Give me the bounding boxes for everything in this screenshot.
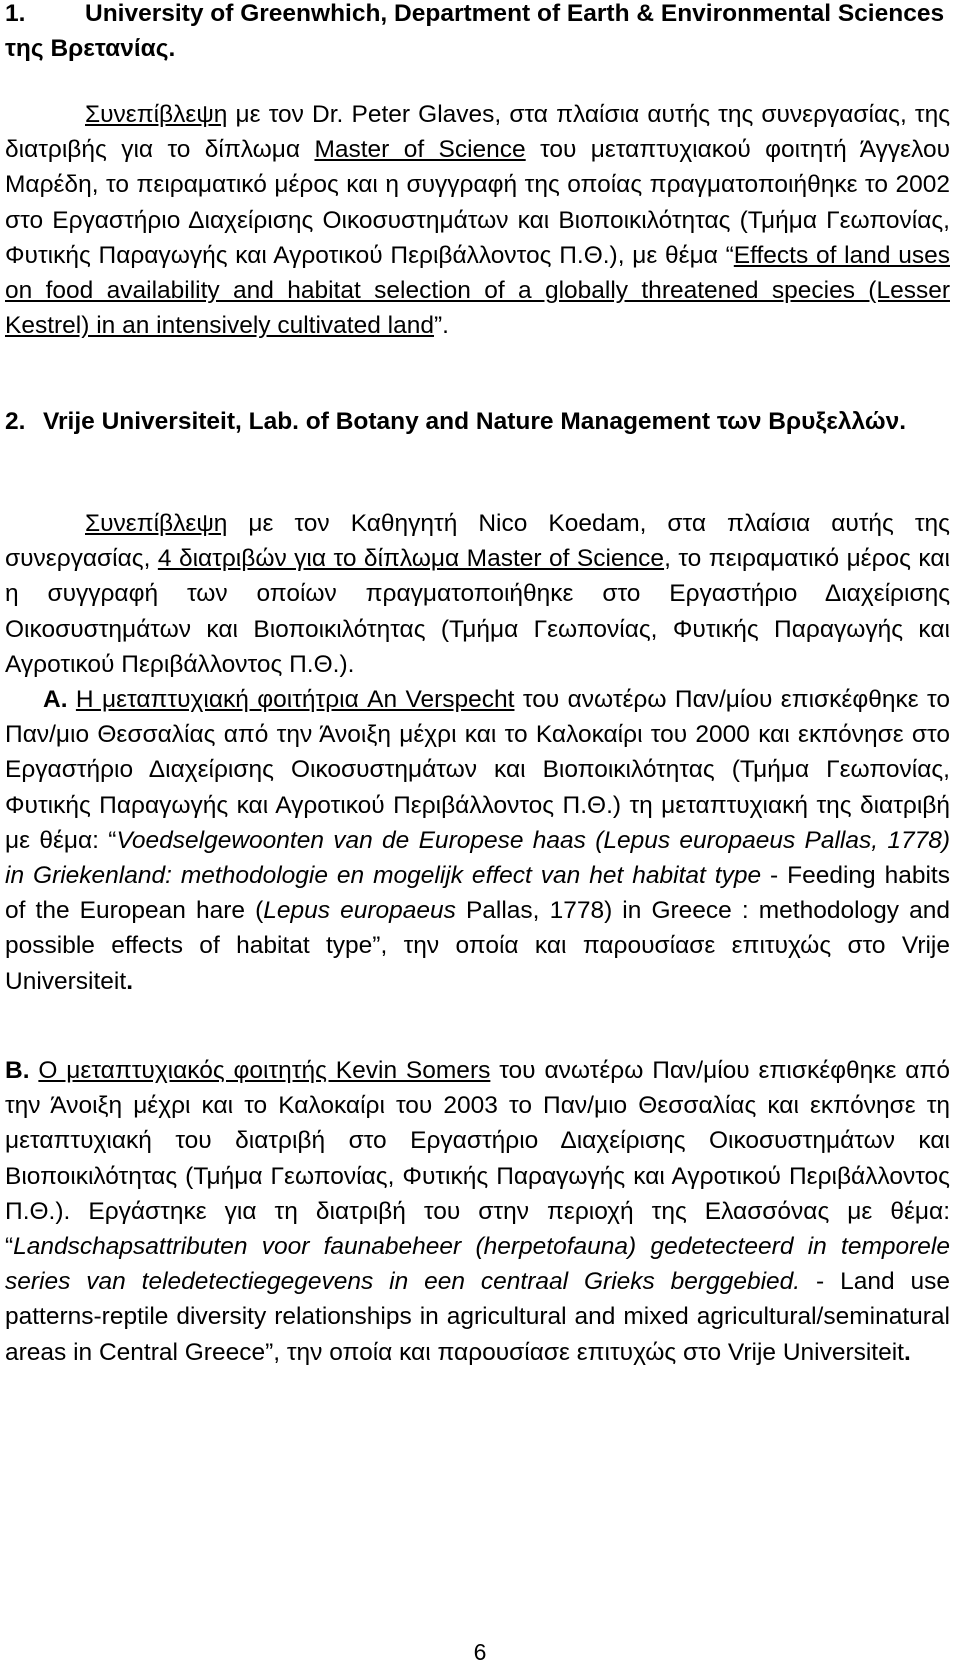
section-2-heading [5,404,950,439]
section-1-title: University of Greenwhich, Department of Earth & Environmental Sciences της Βρετανίας. [5,0,945,63]
item-a-student: Η μεταπτυχιακή φοιτήτρια An Verspecht [75,686,515,713]
item-b-title-nl: Landschapsattributen voor faunabeheer (herpetofauna) gedetecteerd in temporele series van teledetectiegegevens in een centraal Grieks berggebied. [5,1233,950,1296]
item-a-dot: . [126,967,133,995]
item-b-text-a: του ανωτέρω Παν/μίου επισκέφθηκε από την Άνοιξη μέχρι και το Καλοκαίρι του 2003 το Παν/μιο Θεσσαλίας και εκπόνησε τη μεταπτυχιακή του διατριβή στο Εργαστήριο Διαχείρισης Οικοσυστημάτων και Βιοποικιλότητας (Τμήμα Γεωπονίας, Φυτικής Παραγωγής και Αγροτικού Περιβάλλοντος Π.Θ.). Εργάστηκε για τη διατριβή του στην περιοχή της Ελασσόνας με θέμα: “ [5,1057,950,1261]
item-a-text-a: του ανωτέρω Παν/μίου επισκέφθηκε το Παν/μιο Θεσσαλίας από την Άνοιξη μέχρι και το Καλοκαίρι του 2000 και εκπόνησε στο Εργαστήριο Διαχείρισης Οικοσυστημάτων και Βιοποικιλότητας (Τμήμα Γεωπονίας, Φυτικής Παραγωγής και Αγροτικού Περιβάλλοντος Π.Θ.) τη μεταπτυχιακή της διατριβή με θέμα: “ [5,686,951,854]
supervision-label-1: Συνεπίβλεψη [85,101,228,128]
theses-count: 4 διατριβών για το δίπλωμα Master of Science [157,545,665,573]
item-a-text-b: - Feeding habits of the European hare ( [5,862,950,925]
item-a-label: Α. [43,686,68,713]
section-2-number: 2. [5,408,26,435]
section-1-text-a: με τον Dr. Peter Glaves, στα πλαίσια αυτής της συνεργασίας, της διατριβής για το δίπλωμα [5,101,950,164]
section-2-title: Vrije Universiteit, Lab. of Botany and Nature Management των Βρυξελλών. [43,408,907,435]
item-a-paragraph [5,682,950,999]
thesis-title-1: Effects of land uses on food availability and habitat selection of a globally threatened species (Lesser Kestrel) in an intensively cultivated land [5,241,950,340]
page-number: 6 [473,1639,487,1665]
supervision-label-2: Συνεπίβλεψη [85,510,228,537]
master-degree-1: Master of Science [314,136,526,164]
item-a-title-nl: Voedselgewoonten van de Europese haas (Lepus europaeus Pallas, 1778) in Griekenland: methodologie en mogelijk effect van het habitat type [5,826,950,890]
section-2-text-a: με τον Καθηγητή Nico Koedam, στα πλαίσια αυτής της συνεργασίας, [5,510,950,573]
section-2-text-b: , το πειραματικό μέρος και η συγγραφή των οποίων πραγματοποιήθηκε στο Εργαστήριο Διαχείρισης Οικοσυστημάτων και Βιοποικιλότητας (Τμήμα Γεωπονίας, Φυτικής Παραγωγής και Αγροτικού Περιβάλλοντος Π.Θ.). [5,545,950,678]
item-a-latin: Lepus europaeus [263,897,456,925]
section-1-text-b: του μεταπτυχιακού φοιτητή Άγγελου Μαρέδη, το πειραματικό μέρος και η συγγραφή της οποίας πραγματοποιήθηκε το 2002 στο Εργαστήριο Διαχείρισης Οικοσυστημάτων και Βιοποικιλότητας (Τμήμα Γεωπονίας, Φυτικής Παραγωγής και Αγροτικού Περιβάλλοντος Π.Θ.), με θέμα “ [5,136,950,269]
item-b-student: Ο μεταπτυχιακός φοιτητής Kevin Somers [38,1057,491,1084]
item-b-dot: . [904,1338,911,1366]
item-b-paragraph [5,1053,950,1370]
section-1-end: ”. [433,312,449,340]
section-2-paragraph [5,506,950,682]
item-a-text-c: Pallas, 1778) in Greece : methodology and possible effects of habitat type”, την οποία και παρουσίασε επιτυχώς στο Vrije Universiteit [5,897,950,995]
section-1-heading [5,0,950,66]
section-1-number: 1. [5,0,26,27]
item-b-label: Β. [5,1057,30,1084]
item-b-text-b: - Land use patterns-reptile diversity relationships in agricultural and mixed agricultural/seminatural areas in Central Greece”, την οποία και παρουσίασε επιτυχώς στο Vrije Universiteit [5,1268,950,1366]
section-1-paragraph [5,97,950,343]
